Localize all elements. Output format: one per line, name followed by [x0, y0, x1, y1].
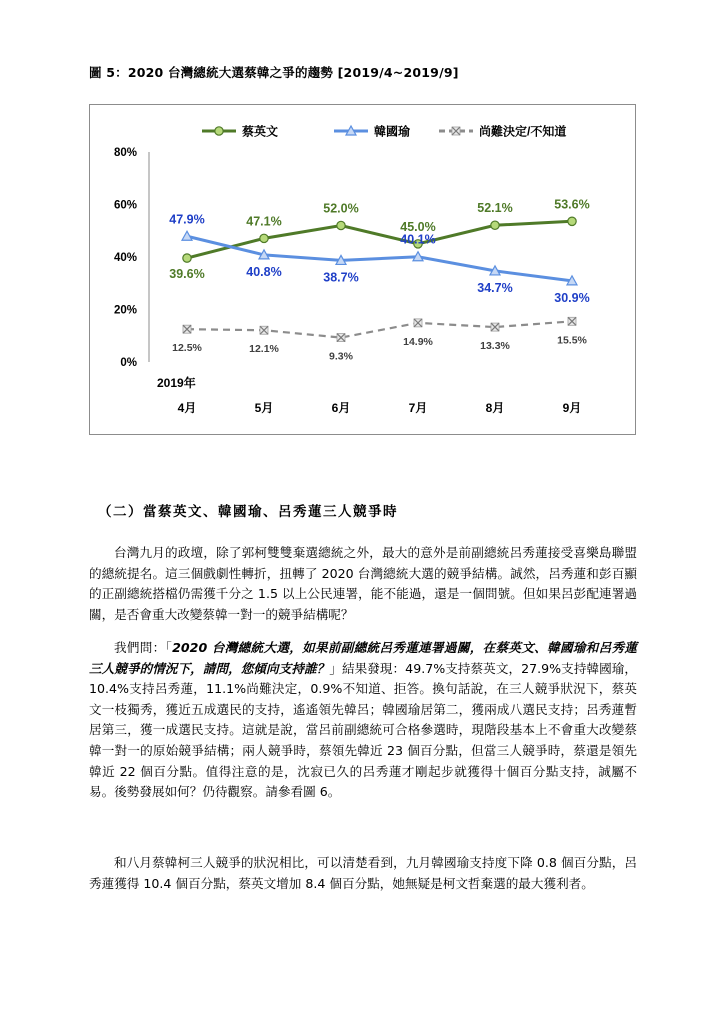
data-label: 30.9%	[554, 290, 590, 305]
survey-question: 2020 台灣總統大選，如果前副總統呂秀蓮連署過關，在蔡英文、韓國瑜和呂秀蓮三人競爭的情況下，請問，您傾向支持誰？	[89, 640, 637, 676]
data-label: 13.3%	[480, 340, 510, 353]
series-line-2	[187, 321, 572, 337]
y-tick-label: 40%	[113, 252, 137, 264]
data-label: 38.7%	[323, 270, 359, 285]
legend-label: 韓國瑜	[374, 124, 411, 139]
legend-label: 尚難決定/不知道	[479, 124, 567, 139]
data-label: 9.3%	[329, 350, 353, 363]
x-tick-label: 4月	[177, 401, 197, 415]
line-chart	[89, 104, 636, 435]
legend-label: 蔡英文	[242, 124, 279, 139]
paragraph-2	[89, 638, 637, 803]
legend-marker	[215, 127, 223, 135]
x-tick-label: 8月	[485, 401, 505, 415]
paragraph-1: 台灣九月的政壇，除了郭柯雙雙棄選總統之外，最大的意外是前副總統呂秀蓮接受喜樂島聯盟的總統提名。這三個戲劇性轉折，扭轉了 2020 台灣總統大選的競爭結構。誠然，呂秀蓮和彭百顯的正副總統搭檔仍需獲千分之 1.5 以上公民連署，能不能過，還是一個問號。但如果呂彭配連署過關，是否會重大改變蔡韓一對一的競爭結構呢？	[89, 545, 637, 622]
x-tick-label: 5月	[254, 401, 274, 415]
data-label: 53.6%	[554, 197, 590, 212]
data-label: 47.1%	[246, 214, 282, 229]
data-label: 40.1%	[400, 232, 436, 247]
y-tick-label: 0%	[120, 357, 137, 369]
data-label: 40.8%	[246, 264, 282, 279]
data-label: 15.5%	[557, 334, 587, 347]
data-label: 14.9%	[403, 335, 433, 348]
y-tick-label: 60%	[113, 199, 137, 212]
x-tick-label: 6月	[331, 401, 351, 415]
data-point	[183, 254, 191, 262]
data-label: 39.6%	[169, 267, 205, 282]
data-point	[491, 221, 499, 229]
data-label: 52.1%	[477, 201, 513, 216]
data-label: 12.1%	[249, 343, 279, 356]
data-label: 45.0%	[400, 219, 436, 234]
data-point	[337, 221, 345, 229]
year-label: 2019年	[157, 376, 196, 390]
data-label: 47.9%	[169, 212, 205, 227]
x-tick-label: 9月	[562, 401, 582, 415]
data-label: 52.0%	[323, 201, 359, 216]
paragraph-3: 和八月蔡韓柯三人競爭的狀況相比，可以清楚看到，九月韓國瑜支持度下降 0.8 個百分點，呂秀蓮獲得 10.4 個百分點，蔡英文增加 8.4 個百分點，她無疑是柯文哲棄選的最大獲利者。	[89, 855, 637, 891]
figure-title: 圖 5：2020 台灣總統大選蔡韓之爭的趨勢 [2019/4~2019/9]	[89, 65, 459, 80]
data-label: 34.7%	[477, 280, 513, 295]
series-line-0	[187, 221, 572, 258]
y-tick-label: 20%	[113, 304, 137, 317]
chart-svg	[90, 105, 635, 434]
x-tick-label: 7月	[408, 401, 428, 415]
data-point	[260, 234, 268, 242]
y-tick-label: 80%	[113, 147, 137, 159]
p2-results: 」結果發現：49.7%支持蔡英文，27.9%支持韓國瑜，10.4%支持呂秀蓮，11.1%尚難決定，0.9%不知道、拒答。換句話說，在三人競爭狀況下，蔡英文一枝獨秀，獲近五成選民的支持，遙遙領先韓呂；韓國瑜居第二，獲兩成八選民支持；呂秀蓮暫居第三，獲一成選民支持。這就是說，當呂前副總統可合格參選時，現階段基本上不會重大改變蔡韓一對一的原始競爭結構；兩人競爭時，蔡領先韓近 23 個百分點，但當三人競爭時，蔡還是領先韓近 22 個百分點。值得注意的是，沈寂已久的呂秀蓮才剛起步就獲得十個百分點支持，誠屬不易。後勢發展如何？仍待觀察。請參看圖 6。	[89, 660, 638, 800]
p2-intro: 我們問：「	[114, 640, 173, 655]
data-point	[568, 217, 576, 225]
section-heading: （二）當蔡英文、韓國瑜、呂秀蓮三人競爭時	[98, 504, 398, 520]
data-label: 12.5%	[172, 342, 202, 355]
